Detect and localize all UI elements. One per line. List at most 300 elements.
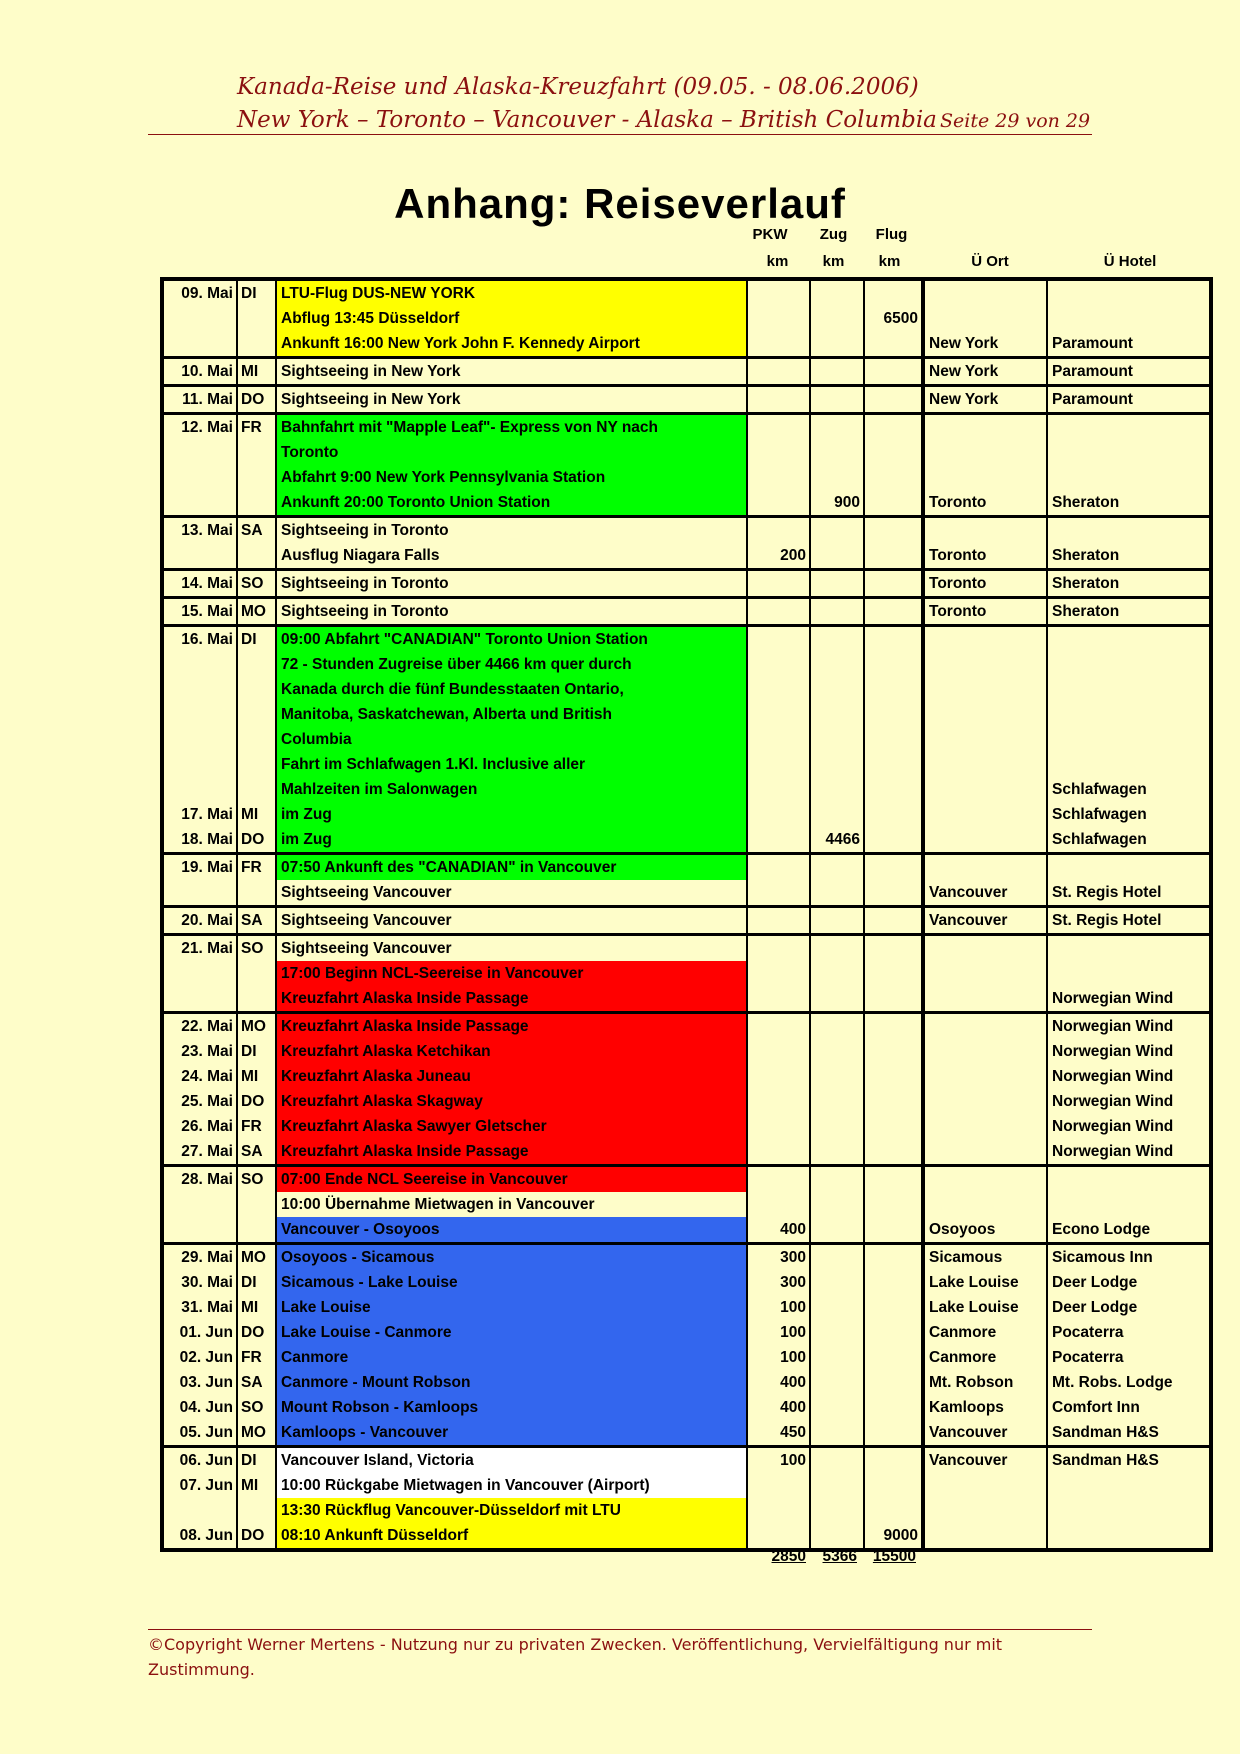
table-row xyxy=(162,1039,1211,1064)
row-flug-km xyxy=(864,1244,923,1271)
row-activity: 07:00 Ende NCL Seereise in Vancouver xyxy=(276,1166,747,1193)
row-activity: Sightseeing Vancouver xyxy=(276,880,747,907)
row-activity: Lake Louise xyxy=(276,1295,747,1320)
row-overnight-place xyxy=(923,306,1047,331)
row-overnight-place xyxy=(923,1498,1047,1523)
row-zug-km xyxy=(810,907,864,935)
table-row xyxy=(162,854,1211,881)
table-row xyxy=(162,1447,1211,1474)
row-date: 25. Mai xyxy=(162,1089,237,1114)
row-zug-km xyxy=(810,1139,864,1166)
row-hotel xyxy=(1047,626,1211,653)
row-activity: Sightseeing in New York xyxy=(276,358,747,386)
table-row xyxy=(162,880,1211,907)
row-pkw-km: 100 xyxy=(747,1345,810,1370)
row-flug-km xyxy=(864,465,923,490)
row-pkw-km xyxy=(747,854,810,881)
row-activity: Abfahrt 9:00 New York Pennsylvania Station xyxy=(276,465,747,490)
row-activity: 72 - Stunden Zugreise über 4466 km quer durch xyxy=(276,652,747,677)
table-row xyxy=(162,727,1211,752)
page-number: Seite 29 von 29 xyxy=(940,110,1091,132)
row-hotel xyxy=(1047,465,1211,490)
row-weekday: MO xyxy=(237,1013,276,1040)
row-date xyxy=(162,543,237,570)
row-flug-km xyxy=(864,440,923,465)
footer-divider xyxy=(148,1629,1092,1630)
row-date: 22. Mai xyxy=(162,1013,237,1040)
row-date: 03. Jun xyxy=(162,1370,237,1395)
row-zug-km xyxy=(810,279,864,306)
table-row xyxy=(162,986,1211,1013)
row-flug-km xyxy=(864,1270,923,1295)
row-flug-km xyxy=(864,880,923,907)
row-date xyxy=(162,752,237,777)
row-weekday: MO xyxy=(237,1420,276,1447)
row-pkw-km: 100 xyxy=(747,1320,810,1345)
row-overnight-place: Toronto xyxy=(923,543,1047,570)
row-overnight-place xyxy=(923,827,1047,854)
row-overnight-place xyxy=(923,279,1047,306)
row-overnight-place xyxy=(923,1166,1047,1193)
col-header-km-zug: km xyxy=(822,253,845,270)
row-weekday xyxy=(237,961,276,986)
row-hotel: Pocaterra xyxy=(1047,1320,1211,1345)
row-pkw-km xyxy=(747,1473,810,1498)
row-pkw-km xyxy=(747,490,810,517)
row-overnight-place: New York xyxy=(923,358,1047,386)
table-row xyxy=(162,961,1211,986)
row-zug-km xyxy=(810,1039,864,1064)
row-weekday: DI xyxy=(237,1270,276,1295)
table-row xyxy=(162,414,1211,441)
row-date: 02. Jun xyxy=(162,1345,237,1370)
row-flug-km xyxy=(864,1217,923,1244)
itinerary-table xyxy=(160,277,1213,1552)
row-overnight-place xyxy=(923,1192,1047,1217)
row-overnight-place: Kamloops xyxy=(923,1395,1047,1420)
row-hotel: Mt. Robs. Lodge xyxy=(1047,1370,1211,1395)
row-flug-km xyxy=(864,1064,923,1089)
row-date xyxy=(162,1498,237,1523)
row-flug-km xyxy=(864,1498,923,1523)
row-weekday: DO xyxy=(237,827,276,854)
row-hotel xyxy=(1047,517,1211,544)
row-flug-km xyxy=(864,1192,923,1217)
row-hotel: Schlafwagen xyxy=(1047,827,1211,854)
row-hotel: Norwegian Wind xyxy=(1047,1089,1211,1114)
row-zug-km xyxy=(810,1013,864,1040)
row-activity: Ankunft 20:00 Toronto Union Station xyxy=(276,490,747,517)
row-date: 18. Mai xyxy=(162,827,237,854)
row-date: 10. Mai xyxy=(162,358,237,386)
row-zug-km xyxy=(810,1217,864,1244)
row-date: 07. Jun xyxy=(162,1473,237,1498)
row-activity: Canmore xyxy=(276,1345,747,1370)
row-flug-km xyxy=(864,386,923,414)
row-hotel: St. Regis Hotel xyxy=(1047,880,1211,907)
row-pkw-km: 100 xyxy=(747,1295,810,1320)
row-zug-km xyxy=(810,1447,864,1474)
row-hotel xyxy=(1047,702,1211,727)
row-zug-km xyxy=(810,854,864,881)
row-zug-km xyxy=(810,1166,864,1193)
row-date: 24. Mai xyxy=(162,1064,237,1089)
row-weekday: SO xyxy=(237,935,276,962)
row-flug-km xyxy=(864,331,923,358)
row-overnight-place xyxy=(923,986,1047,1013)
table-row xyxy=(162,752,1211,777)
row-hotel: Sicamous Inn xyxy=(1047,1244,1211,1271)
row-date: 21. Mai xyxy=(162,935,237,962)
row-zug-km xyxy=(810,386,864,414)
row-zug-km xyxy=(810,986,864,1013)
row-flug-km: 6500 xyxy=(864,306,923,331)
row-overnight-place xyxy=(923,802,1047,827)
row-activity: Abflug 13:45 Düsseldorf xyxy=(276,306,747,331)
row-weekday: MI xyxy=(237,1064,276,1089)
row-overnight-place xyxy=(923,1064,1047,1089)
row-weekday: SA xyxy=(237,1370,276,1395)
row-date: 06. Jun xyxy=(162,1447,237,1474)
row-zug-km xyxy=(810,1089,864,1114)
row-weekday xyxy=(237,465,276,490)
row-zug-km xyxy=(810,1420,864,1447)
row-overnight-place xyxy=(923,517,1047,544)
table-row xyxy=(162,1420,1211,1447)
row-pkw-km xyxy=(747,727,810,752)
row-flug-km xyxy=(864,961,923,986)
row-date xyxy=(162,986,237,1013)
row-weekday: DI xyxy=(237,1039,276,1064)
row-zug-km xyxy=(810,727,864,752)
row-flug-km xyxy=(864,652,923,677)
row-overnight-place xyxy=(923,1139,1047,1166)
row-date: 30. Mai xyxy=(162,1270,237,1295)
row-overnight-place xyxy=(923,935,1047,962)
row-hotel xyxy=(1047,306,1211,331)
row-flug-km xyxy=(864,543,923,570)
table-row xyxy=(162,827,1211,854)
row-activity: Fahrt im Schlafwagen 1.Kl. Inclusive aller xyxy=(276,752,747,777)
row-pkw-km xyxy=(747,1523,810,1550)
table-row xyxy=(162,1523,1211,1550)
row-date xyxy=(162,1192,237,1217)
row-overnight-place xyxy=(923,465,1047,490)
row-date: 23. Mai xyxy=(162,1039,237,1064)
row-hotel xyxy=(1047,414,1211,441)
row-hotel: Sheraton xyxy=(1047,490,1211,517)
row-date xyxy=(162,652,237,677)
row-zug-km xyxy=(810,543,864,570)
row-weekday: DI xyxy=(237,279,276,306)
table-row xyxy=(162,465,1211,490)
row-pkw-km: 300 xyxy=(747,1270,810,1295)
row-pkw-km xyxy=(747,935,810,962)
row-date xyxy=(162,1217,237,1244)
row-flug-km xyxy=(864,935,923,962)
row-hotel: Norwegian Wind xyxy=(1047,1139,1211,1166)
row-activity: 13:30 Rückflug Vancouver-Düsseldorf mit LTU xyxy=(276,1498,747,1523)
row-overnight-place: New York xyxy=(923,331,1047,358)
row-flug-km xyxy=(864,727,923,752)
table-row xyxy=(162,1370,1211,1395)
row-date: 05. Jun xyxy=(162,1420,237,1447)
row-hotel xyxy=(1047,961,1211,986)
row-date: 19. Mai xyxy=(162,854,237,881)
col-header-hotel: Ü Hotel xyxy=(1103,253,1157,270)
row-weekday: DO xyxy=(237,1523,276,1550)
row-zug-km xyxy=(810,677,864,702)
row-overnight-place xyxy=(923,1089,1047,1114)
row-hotel: Paramount xyxy=(1047,358,1211,386)
row-zug-km: 900 xyxy=(810,490,864,517)
row-date: 12. Mai xyxy=(162,414,237,441)
row-zug-km xyxy=(810,465,864,490)
row-flug-km xyxy=(864,1139,923,1166)
total-pkw: 2850 xyxy=(771,1548,806,1565)
row-activity: Toronto xyxy=(276,440,747,465)
row-hotel: Norwegian Wind xyxy=(1047,986,1211,1013)
row-flug-km xyxy=(864,1039,923,1064)
row-pkw-km xyxy=(747,626,810,653)
row-flug-km xyxy=(864,702,923,727)
row-weekday xyxy=(237,677,276,702)
table-row xyxy=(162,1395,1211,1420)
row-activity: im Zug xyxy=(276,802,747,827)
row-pkw-km xyxy=(747,440,810,465)
row-hotel: Econo Lodge xyxy=(1047,1217,1211,1244)
table-row xyxy=(162,306,1211,331)
row-pkw-km xyxy=(747,827,810,854)
row-pkw-km xyxy=(747,652,810,677)
row-weekday: DO xyxy=(237,1089,276,1114)
row-pkw-km xyxy=(747,1089,810,1114)
page-title: Anhang: Reiseverlauf xyxy=(394,180,846,227)
table-row xyxy=(162,652,1211,677)
table-row xyxy=(162,802,1211,827)
row-pkw-km xyxy=(747,802,810,827)
row-flug-km xyxy=(864,907,923,935)
row-activity: Columbia xyxy=(276,727,747,752)
row-weekday: SA xyxy=(237,907,276,935)
row-zug-km xyxy=(810,306,864,331)
header-route: New York – Toronto – Vancouver - Alaska – British Columbia xyxy=(237,107,937,133)
row-zug-km xyxy=(810,702,864,727)
row-date xyxy=(162,465,237,490)
row-pkw-km: 100 xyxy=(747,1447,810,1474)
row-flug-km xyxy=(864,598,923,626)
row-hotel: Schlafwagen xyxy=(1047,802,1211,827)
row-date: 14. Mai xyxy=(162,570,237,598)
row-weekday: MO xyxy=(237,598,276,626)
table-row xyxy=(162,440,1211,465)
table-row xyxy=(162,1295,1211,1320)
row-weekday xyxy=(237,702,276,727)
row-date xyxy=(162,677,237,702)
row-zug-km xyxy=(810,1473,864,1498)
row-activity: Osoyoos - Sicamous xyxy=(276,1244,747,1271)
row-hotel: Comfort Inn xyxy=(1047,1395,1211,1420)
row-pkw-km xyxy=(747,961,810,986)
table-row xyxy=(162,331,1211,358)
row-weekday: FR xyxy=(237,1114,276,1139)
row-activity: Sightseeing Vancouver xyxy=(276,935,747,962)
row-activity: Kreuzfahrt Alaska Juneau xyxy=(276,1064,747,1089)
row-pkw-km xyxy=(747,1192,810,1217)
row-hotel: Schlafwagen xyxy=(1047,777,1211,802)
row-activity: Kreuzfahrt Alaska Sawyer Gletscher xyxy=(276,1114,747,1139)
row-pkw-km xyxy=(747,306,810,331)
row-flug-km xyxy=(864,626,923,653)
table-row xyxy=(162,517,1211,544)
row-pkw-km xyxy=(747,386,810,414)
row-date: 13. Mai xyxy=(162,517,237,544)
row-overnight-place: Sicamous xyxy=(923,1244,1047,1271)
row-pkw-km: 450 xyxy=(747,1420,810,1447)
row-date xyxy=(162,727,237,752)
row-pkw-km xyxy=(747,598,810,626)
row-weekday: DI xyxy=(237,626,276,653)
row-date xyxy=(162,880,237,907)
row-activity: 09:00 Abfahrt "CANADIAN" Toronto Union Station xyxy=(276,626,747,653)
col-header-pkw: PKW xyxy=(752,226,788,243)
table-row xyxy=(162,543,1211,570)
row-flug-km xyxy=(864,279,923,306)
row-zug-km xyxy=(810,935,864,962)
row-overnight-place: Canmore xyxy=(923,1345,1047,1370)
row-weekday: SA xyxy=(237,517,276,544)
row-weekday: SO xyxy=(237,570,276,598)
row-activity: 07:50 Ankunft des "CANADIAN" in Vancouver xyxy=(276,854,747,881)
row-date: 04. Jun xyxy=(162,1395,237,1420)
total-flug: 15500 xyxy=(872,1548,916,1565)
row-date: 26. Mai xyxy=(162,1114,237,1139)
row-overnight-place: Lake Louise xyxy=(923,1295,1047,1320)
header-divider xyxy=(148,134,1092,135)
row-zug-km xyxy=(810,1320,864,1345)
row-weekday xyxy=(237,490,276,517)
col-header-km-pkw: km xyxy=(766,253,789,270)
row-flug-km xyxy=(864,1166,923,1193)
table-row xyxy=(162,1114,1211,1139)
row-overnight-place xyxy=(923,1523,1047,1550)
table-row xyxy=(162,386,1211,414)
row-flug-km xyxy=(864,414,923,441)
row-hotel xyxy=(1047,935,1211,962)
row-zug-km xyxy=(810,440,864,465)
row-date: 29. Mai xyxy=(162,1244,237,1271)
row-date: 28. Mai xyxy=(162,1166,237,1193)
row-hotel: Sheraton xyxy=(1047,570,1211,598)
row-overnight-place xyxy=(923,652,1047,677)
row-zug-km: 4466 xyxy=(810,827,864,854)
row-date: 31. Mai xyxy=(162,1295,237,1320)
row-date: 16. Mai xyxy=(162,626,237,653)
row-overnight-place xyxy=(923,1473,1047,1498)
row-flug-km xyxy=(864,677,923,702)
row-weekday xyxy=(237,652,276,677)
row-overnight-place: Mt. Robson xyxy=(923,1370,1047,1395)
row-hotel: Norwegian Wind xyxy=(1047,1039,1211,1064)
row-pkw-km xyxy=(747,752,810,777)
row-zug-km xyxy=(810,880,864,907)
row-pkw-km xyxy=(747,1013,810,1040)
row-hotel xyxy=(1047,279,1211,306)
row-flug-km xyxy=(864,1013,923,1040)
row-date xyxy=(162,777,237,802)
row-zug-km xyxy=(810,517,864,544)
table-row xyxy=(162,1217,1211,1244)
row-zug-km xyxy=(810,652,864,677)
row-hotel: Sheraton xyxy=(1047,543,1211,570)
row-date: 01. Jun xyxy=(162,1320,237,1345)
row-hotel: Paramount xyxy=(1047,386,1211,414)
row-weekday: MI xyxy=(237,802,276,827)
row-weekday: SO xyxy=(237,1395,276,1420)
row-overnight-place: New York xyxy=(923,386,1047,414)
row-pkw-km: 400 xyxy=(747,1395,810,1420)
table-row xyxy=(162,1089,1211,1114)
row-overnight-place xyxy=(923,1013,1047,1040)
row-flug-km xyxy=(864,802,923,827)
row-activity: Sightseeing in Toronto xyxy=(276,570,747,598)
row-activity: im Zug xyxy=(276,827,747,854)
row-pkw-km xyxy=(747,880,810,907)
row-overnight-place: Vancouver xyxy=(923,907,1047,935)
row-pkw-km xyxy=(747,702,810,727)
row-hotel: Deer Lodge xyxy=(1047,1270,1211,1295)
row-weekday: SA xyxy=(237,1139,276,1166)
row-pkw-km xyxy=(747,986,810,1013)
row-pkw-km xyxy=(747,1498,810,1523)
row-weekday: MI xyxy=(237,1473,276,1498)
row-activity: Kreuzfahrt Alaska Ketchikan xyxy=(276,1039,747,1064)
row-hotel: Sheraton xyxy=(1047,598,1211,626)
row-hotel: Deer Lodge xyxy=(1047,1295,1211,1320)
row-activity: Mount Robson - Kamloops xyxy=(276,1395,747,1420)
row-activity: Vancouver Island, Victoria xyxy=(276,1447,747,1474)
row-hotel xyxy=(1047,727,1211,752)
row-activity: Ausflug Niagara Falls xyxy=(276,543,747,570)
row-pkw-km xyxy=(747,1114,810,1139)
row-weekday xyxy=(237,331,276,358)
row-weekday: MO xyxy=(237,1244,276,1271)
row-flug-km xyxy=(864,777,923,802)
row-zug-km xyxy=(810,777,864,802)
row-activity: Kreuzfahrt Alaska Inside Passage xyxy=(276,986,747,1013)
row-zug-km xyxy=(810,570,864,598)
row-date xyxy=(162,490,237,517)
table-row xyxy=(162,702,1211,727)
row-pkw-km xyxy=(747,1166,810,1193)
row-weekday xyxy=(237,777,276,802)
row-hotel: Sandman H&S xyxy=(1047,1420,1211,1447)
row-overnight-place xyxy=(923,677,1047,702)
row-flug-km xyxy=(864,1447,923,1474)
row-activity: Kreuzfahrt Alaska Inside Passage xyxy=(276,1013,747,1040)
row-activity: Vancouver - Osoyoos xyxy=(276,1217,747,1244)
table-row xyxy=(162,1166,1211,1193)
row-weekday: DO xyxy=(237,386,276,414)
row-weekday: DI xyxy=(237,1447,276,1474)
row-activity: LTU-Flug DUS-NEW YORK xyxy=(276,279,747,306)
row-weekday xyxy=(237,543,276,570)
row-pkw-km xyxy=(747,570,810,598)
row-flug-km xyxy=(864,517,923,544)
row-weekday: DO xyxy=(237,1320,276,1345)
row-activity: Lake Louise - Canmore xyxy=(276,1320,747,1345)
row-overnight-place: Canmore xyxy=(923,1320,1047,1345)
